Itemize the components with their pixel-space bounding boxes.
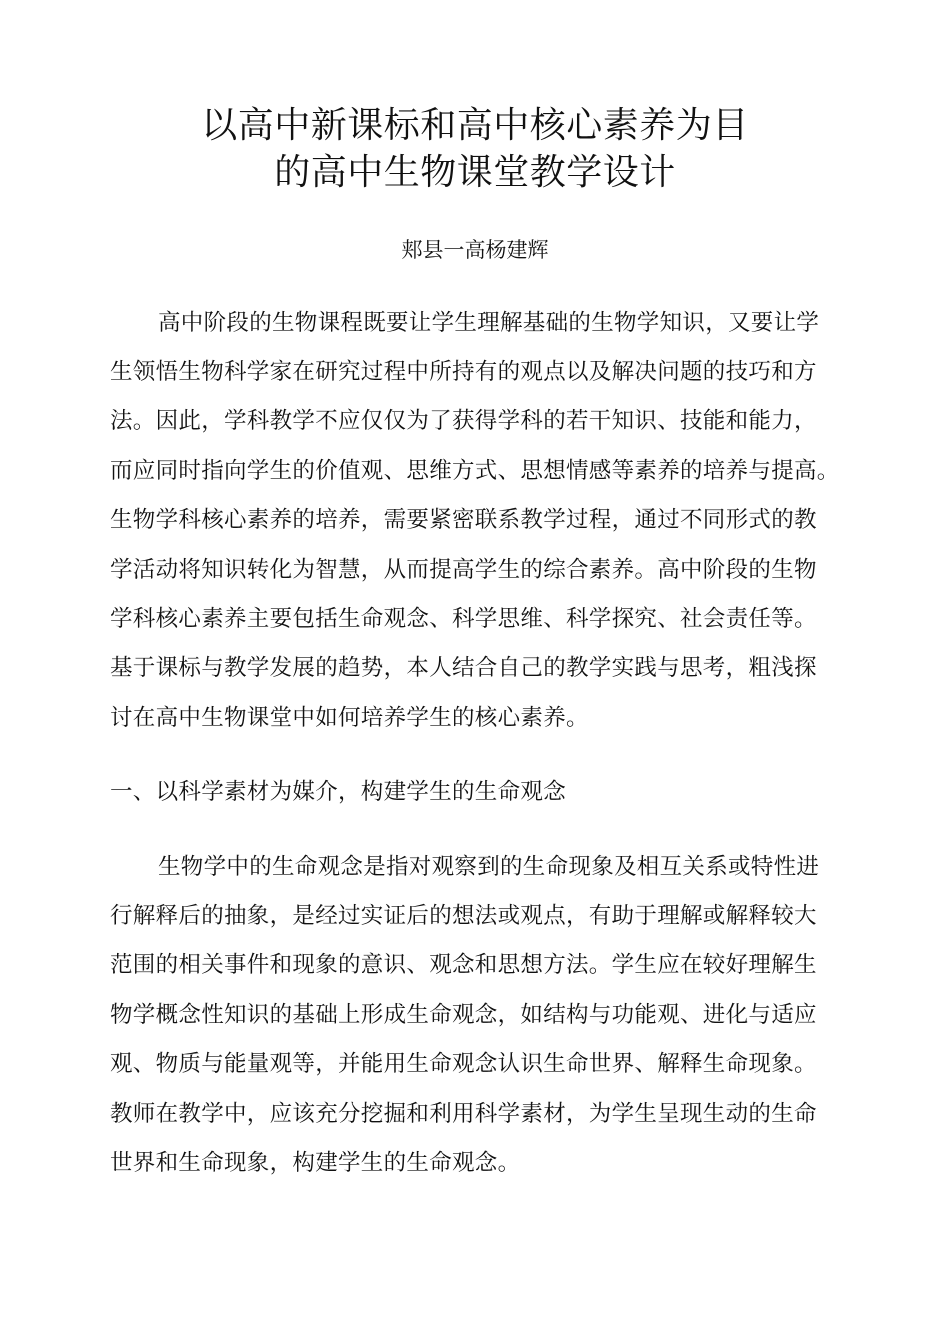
paragraph-2-line: 生物学中的生命观念是指对观察到的生命现象及相互关系或特性进 [158, 854, 820, 880]
paragraph-2-line: 范围的相关事件和现象的意识、观念和思想方法。学生应在较好理解生 [110, 952, 817, 978]
paragraph-1-line: 学科核心素养主要包括生命观念、科学思维、科学探究、社会责任等。 [110, 606, 817, 632]
paragraph-1-line: 法。因此，学科教学不应仅仅为了获得学科的若干知识、技能和能力， [110, 408, 817, 434]
document-author: 郏县一高杨建辉 [401, 238, 549, 262]
paragraph-2-line: 行解释后的抽象，是经过实证后的想法或观点，有助于理解或解释较大 [110, 903, 817, 929]
document-title-line-2: 的高中生物课堂教学设计 [274, 152, 676, 193]
section-heading: 一、以科学素材为媒介，构建学生的生命观念 [110, 779, 567, 805]
paragraph-2-line: 观、物质与能量观等，并能用生命观念认识生命世界、解释生命现象。 [110, 1051, 817, 1077]
paragraph-2-line: 物学概念性知识的基础上形成生命观念，如结构与功能观、进化与适应 [110, 1002, 817, 1028]
paragraph-1-line: 基于课标与教学发展的趋势，本人结合自己的教学实践与思考，粗浅探 [110, 655, 817, 681]
paragraph-1-line: 讨在高中生物课堂中如何培养学生的核心素养。 [110, 705, 589, 731]
paragraph-1-line: 生领悟生物科学家在研究过程中所持有的观点以及解决问题的技巧和方 [110, 359, 817, 385]
paragraph-1-line: 学活动将知识转化为智慧，从而提高学生的综合素养。高中阶段的生物 [110, 557, 817, 583]
paragraph-1-line: 而应同时指向学生的价值观、思维方式、思想情感等素养的培养与提高。 [110, 458, 840, 484]
paragraph-1-line: 生物学科核心素养的培养，需要紧密联系教学过程，通过不同形式的教 [110, 507, 817, 533]
paragraph-2-line: 世界和生命现象，构建学生的生命观念。 [110, 1150, 521, 1176]
paragraph-2-line: 教师在教学中，应该充分挖掘和利用科学素材，为学生呈现生动的生命 [110, 1101, 817, 1127]
document-title-line-1: 以高中新课标和高中核心素养为目 [201, 105, 749, 146]
paragraph-1-line: 高中阶段的生物课程既要让学生理解基础的生物学知识，又要让学 [158, 310, 820, 336]
